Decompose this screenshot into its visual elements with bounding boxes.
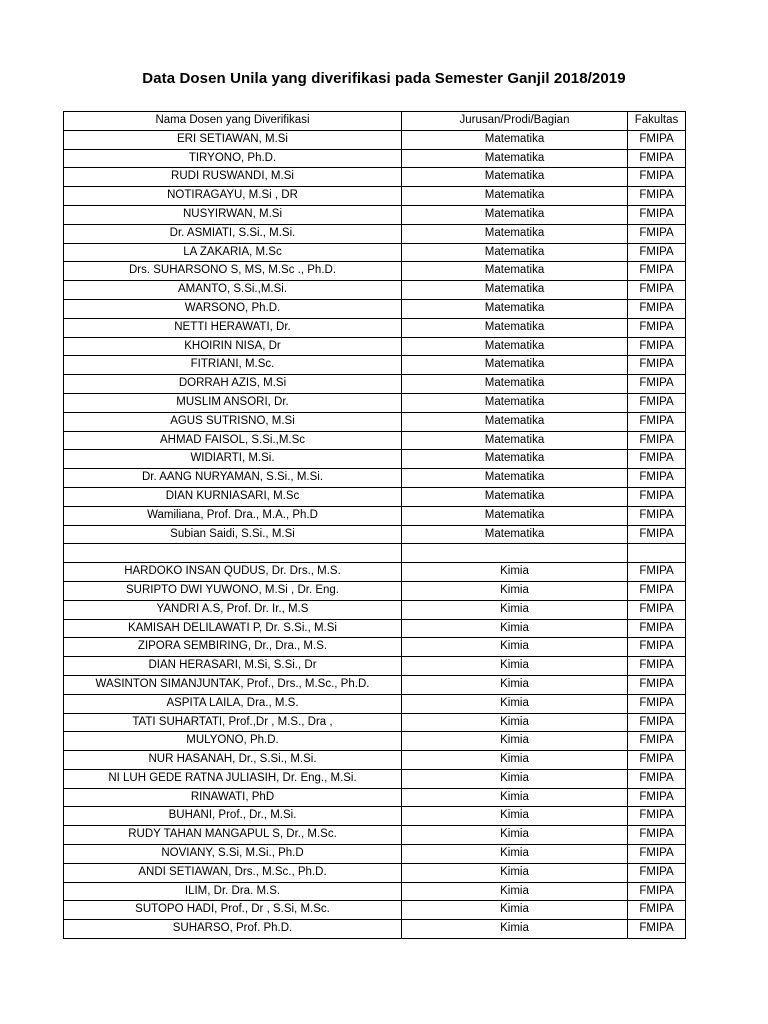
- cell-lecturer-name: FITRIANI, M.Sc.: [64, 356, 402, 375]
- cell-department: Matematika: [402, 356, 628, 375]
- cell-lecturer-name: AGUS SUTRISNO, M.Si: [64, 412, 402, 431]
- cell-department: Matematika: [402, 299, 628, 318]
- cell-lecturer-name: ASPITA LAILA, Dra., M.S.: [64, 694, 402, 713]
- cell-faculty: FMIPA: [628, 563, 686, 582]
- cell-department: Matematika: [402, 281, 628, 300]
- table-row: [64, 901, 686, 920]
- table-row: [64, 694, 686, 713]
- cell-lecturer-name: RUDY TAHAN MANGAPUL S, Dr., M.Sc.: [64, 826, 402, 845]
- table-row: [64, 920, 686, 939]
- cell-department: Kimia: [402, 657, 628, 676]
- table-row: [64, 299, 686, 318]
- cell-lecturer-name: MULYONO, Ph.D.: [64, 732, 402, 751]
- cell-faculty: FMIPA: [628, 149, 686, 168]
- cell-faculty: FMIPA: [628, 751, 686, 770]
- cell-faculty: FMIPA: [628, 393, 686, 412]
- cell-department: Matematika: [402, 318, 628, 337]
- cell-lecturer-name: TIRYONO, Ph.D.: [64, 149, 402, 168]
- table-row: [64, 563, 686, 582]
- cell-department: Matematika: [402, 187, 628, 206]
- cell-faculty: FMIPA: [628, 807, 686, 826]
- table-row: [64, 675, 686, 694]
- table-row: [64, 619, 686, 638]
- header-name: Nama Dosen yang Diverifikasi: [64, 112, 402, 131]
- table-row: [64, 356, 686, 375]
- table-row: [64, 375, 686, 394]
- cell-lecturer-name: LA ZAKARIA, M.Sc: [64, 243, 402, 262]
- cell-department: Matematika: [402, 412, 628, 431]
- cell-department: Kimia: [402, 901, 628, 920]
- cell-department: Kimia: [402, 694, 628, 713]
- cell-department: Matematika: [402, 450, 628, 469]
- cell-faculty: FMIPA: [628, 600, 686, 619]
- cell-faculty: FMIPA: [628, 299, 686, 318]
- table-row: [64, 130, 686, 149]
- cell-department: Kimia: [402, 600, 628, 619]
- cell-faculty: FMIPA: [628, 412, 686, 431]
- cell-department: Kimia: [402, 675, 628, 694]
- cell-faculty: FMIPA: [628, 525, 686, 544]
- cell-faculty: FMIPA: [628, 318, 686, 337]
- cell-lecturer-name: NUSYIRWAN, M.Si: [64, 205, 402, 224]
- cell-faculty: FMIPA: [628, 788, 686, 807]
- cell-faculty: FMIPA: [628, 168, 686, 187]
- cell-department: Matematika: [402, 525, 628, 544]
- cell-department: Kimia: [402, 788, 628, 807]
- cell-lecturer-name: DIAN KURNIASARI, M.Sc: [64, 487, 402, 506]
- cell-faculty: FMIPA: [628, 882, 686, 901]
- cell-department: Matematika: [402, 469, 628, 488]
- cell-lecturer-name: AHMAD FAISOL, S.Si.,M.Sc: [64, 431, 402, 450]
- cell-department: Matematika: [402, 205, 628, 224]
- cell-department: Kimia: [402, 751, 628, 770]
- cell-lecturer-name: NOVIANY, S.Si, M.Si., Ph.D: [64, 845, 402, 864]
- cell-faculty: FMIPA: [628, 845, 686, 864]
- cell-lecturer-name: AMANTO, S.Si.,M.Si.: [64, 281, 402, 300]
- cell-lecturer-name: NETTI HERAWATI, Dr.: [64, 318, 402, 337]
- cell-faculty: FMIPA: [628, 337, 686, 356]
- cell-department: Kimia: [402, 581, 628, 600]
- cell-faculty: FMIPA: [628, 713, 686, 732]
- cell-lecturer-name: MUSLIM ANSORI, Dr.: [64, 393, 402, 412]
- cell-lecturer-name: ILIM, Dr. Dra. M.S.: [64, 882, 402, 901]
- table-row: [64, 525, 686, 544]
- table-header-row: [64, 112, 686, 131]
- cell-lecturer-name: RINAWATI, PhD: [64, 788, 402, 807]
- cell-lecturer-name: DIAN HERASARI, M.Si, S.Si., Dr: [64, 657, 402, 676]
- table-row: [64, 262, 686, 281]
- cell-faculty: [628, 544, 686, 563]
- cell-department: Kimia: [402, 807, 628, 826]
- cell-faculty: FMIPA: [628, 675, 686, 694]
- table-row: [64, 788, 686, 807]
- lecturer-table: [63, 111, 686, 939]
- cell-department: Matematika: [402, 487, 628, 506]
- cell-faculty: FMIPA: [628, 450, 686, 469]
- table-row: [64, 205, 686, 224]
- table-row: [64, 713, 686, 732]
- table-row: [64, 506, 686, 525]
- table-row: [64, 769, 686, 788]
- cell-faculty: FMIPA: [628, 187, 686, 206]
- cell-lecturer-name: [64, 544, 402, 563]
- cell-department: Kimia: [402, 882, 628, 901]
- cell-faculty: FMIPA: [628, 356, 686, 375]
- cell-lecturer-name: WIDIARTI, M.Si.: [64, 450, 402, 469]
- table-row: [64, 487, 686, 506]
- cell-lecturer-name: HARDOKO INSAN QUDUS, Dr. Drs., M.S.: [64, 563, 402, 582]
- table-row: [64, 845, 686, 864]
- cell-department: Matematika: [402, 149, 628, 168]
- table-row: [64, 224, 686, 243]
- cell-department: Kimia: [402, 826, 628, 845]
- cell-faculty: FMIPA: [628, 506, 686, 525]
- table-row: [64, 544, 686, 563]
- cell-department: Matematika: [402, 431, 628, 450]
- cell-department: Kimia: [402, 713, 628, 732]
- table-row: [64, 882, 686, 901]
- cell-lecturer-name: NI LUH GEDE RATNA JULIASIH, Dr. Eng., M.Si.: [64, 769, 402, 788]
- cell-department: Kimia: [402, 732, 628, 751]
- table-row: [64, 168, 686, 187]
- cell-faculty: FMIPA: [628, 901, 686, 920]
- cell-lecturer-name: DORRAH AZIS, M.Si: [64, 375, 402, 394]
- cell-lecturer-name: TATI SUHARTATI, Prof.,Dr , M.S., Dra ,: [64, 713, 402, 732]
- table-row: [64, 826, 686, 845]
- cell-department: Kimia: [402, 769, 628, 788]
- cell-lecturer-name: SUHARSO, Prof. Ph.D.: [64, 920, 402, 939]
- cell-lecturer-name: NOTIRAGAYU, M.Si , DR: [64, 187, 402, 206]
- cell-lecturer-name: SUTOPO HADI, Prof., Dr , S.Si, M.Sc.: [64, 901, 402, 920]
- cell-lecturer-name: BUHANI, Prof., Dr., M.Si.: [64, 807, 402, 826]
- table-row: [64, 393, 686, 412]
- table-row: [64, 450, 686, 469]
- cell-faculty: FMIPA: [628, 638, 686, 657]
- cell-faculty: FMIPA: [628, 205, 686, 224]
- table-row: [64, 469, 686, 488]
- cell-department: Matematika: [402, 243, 628, 262]
- cell-faculty: FMIPA: [628, 619, 686, 638]
- table-row: [64, 281, 686, 300]
- document-title: Data Dosen Unila yang diverifikasi pada Semester Ganjil 2018/2019: [142, 70, 626, 87]
- cell-faculty: FMIPA: [628, 431, 686, 450]
- table-row: [64, 657, 686, 676]
- cell-faculty: FMIPA: [628, 694, 686, 713]
- cell-department: Matematika: [402, 262, 628, 281]
- cell-faculty: FMIPA: [628, 243, 686, 262]
- cell-lecturer-name: Dr. ASMIATI, S.Si., M.Si.: [64, 224, 402, 243]
- table-body: [64, 130, 686, 938]
- table-row: [64, 638, 686, 657]
- table-row: [64, 863, 686, 882]
- cell-lecturer-name: ZIPORA SEMBIRING, Dr., Dra., M.S.: [64, 638, 402, 657]
- cell-lecturer-name: KHOIRIN NISA, Dr: [64, 337, 402, 356]
- cell-department: Matematika: [402, 224, 628, 243]
- table-row: [64, 581, 686, 600]
- cell-faculty: FMIPA: [628, 487, 686, 506]
- table-row: [64, 431, 686, 450]
- cell-department: Matematika: [402, 168, 628, 187]
- cell-faculty: FMIPA: [628, 732, 686, 751]
- cell-department: Matematika: [402, 337, 628, 356]
- cell-faculty: FMIPA: [628, 769, 686, 788]
- cell-faculty: FMIPA: [628, 469, 686, 488]
- cell-department: Matematika: [402, 375, 628, 394]
- table-row: [64, 751, 686, 770]
- cell-faculty: FMIPA: [628, 281, 686, 300]
- cell-lecturer-name: RUDI RUSWANDI, M.Si: [64, 168, 402, 187]
- cell-lecturer-name: ANDI SETIAWAN, Drs., M.Sc., Ph.D.: [64, 863, 402, 882]
- table-row: [64, 732, 686, 751]
- cell-department: Matematika: [402, 393, 628, 412]
- cell-department: Kimia: [402, 563, 628, 582]
- cell-lecturer-name: Wamiliana, Prof. Dra., M.A., Ph.D: [64, 506, 402, 525]
- cell-department: Kimia: [402, 920, 628, 939]
- cell-lecturer-name: SURIPTO DWI YUWONO, M.Si , Dr. Eng.: [64, 581, 402, 600]
- cell-lecturer-name: Dr. AANG NURYAMAN, S.Si., M.Si.: [64, 469, 402, 488]
- cell-lecturer-name: ERI SETIAWAN, M.Si: [64, 130, 402, 149]
- cell-faculty: FMIPA: [628, 863, 686, 882]
- cell-department: Kimia: [402, 845, 628, 864]
- cell-lecturer-name: YANDRI A.S, Prof. Dr. Ir., M.S: [64, 600, 402, 619]
- cell-faculty: FMIPA: [628, 581, 686, 600]
- cell-department: Kimia: [402, 619, 628, 638]
- table-row: [64, 337, 686, 356]
- cell-faculty: FMIPA: [628, 920, 686, 939]
- cell-faculty: FMIPA: [628, 657, 686, 676]
- cell-department: [402, 544, 628, 563]
- cell-faculty: FMIPA: [628, 826, 686, 845]
- cell-department: Matematika: [402, 506, 628, 525]
- cell-department: Kimia: [402, 638, 628, 657]
- header-faculty: Fakultas: [628, 112, 686, 131]
- cell-faculty: FMIPA: [628, 130, 686, 149]
- cell-lecturer-name: WARSONO, Ph.D.: [64, 299, 402, 318]
- cell-lecturer-name: NUR HASANAH, Dr., S.Si., M.Si.: [64, 751, 402, 770]
- table-row: [64, 600, 686, 619]
- table-row: [64, 318, 686, 337]
- cell-lecturer-name: Subian Saidi, S.Si., M.Si: [64, 525, 402, 544]
- table-row: [64, 149, 686, 168]
- cell-lecturer-name: WASINTON SIMANJUNTAK, Prof., Drs., M.Sc., Ph.D.: [64, 675, 402, 694]
- cell-faculty: FMIPA: [628, 224, 686, 243]
- cell-lecturer-name: Drs. SUHARSONO S, MS, M.Sc ., Ph.D.: [64, 262, 402, 281]
- cell-faculty: FMIPA: [628, 375, 686, 394]
- cell-department: Matematika: [402, 130, 628, 149]
- table-row: [64, 412, 686, 431]
- header-department: Jurusan/Prodi/Bagian: [402, 112, 628, 131]
- cell-faculty: FMIPA: [628, 262, 686, 281]
- cell-department: Kimia: [402, 863, 628, 882]
- table-row: [64, 807, 686, 826]
- table-row: [64, 243, 686, 262]
- table-row: [64, 187, 686, 206]
- cell-lecturer-name: KAMISAH DELILAWATI P, Dr. S.Si., M.Si: [64, 619, 402, 638]
